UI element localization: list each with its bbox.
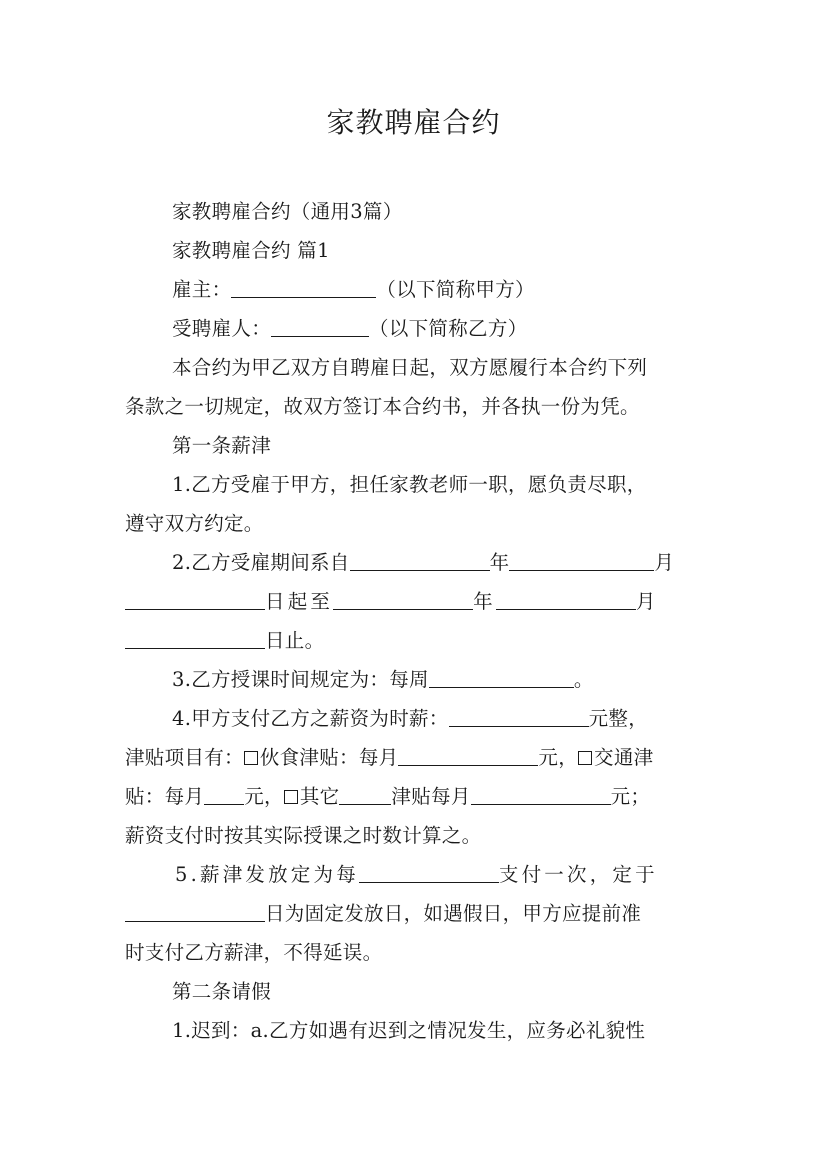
employer-line: 雇主： （以下简称甲方） <box>172 278 535 301</box>
other-allowance-name-blank[interactable] <box>339 786 391 805</box>
meal-allowance-checkbox[interactable] <box>244 751 258 765</box>
other-allowance-amount-blank[interactable] <box>471 786 611 805</box>
period-line: 2.乙方受雇期间系自 年 月 <box>172 551 675 574</box>
employer-blank[interactable] <box>231 279 376 298</box>
wage-line: 4.甲方支付乙方之薪资为时薪： 元整， <box>172 707 649 730</box>
allowance-line: 贴：每月 元， 其它 津贴每月 元； <box>125 785 651 808</box>
period-line: 日止。 <box>125 628 705 654</box>
paragraph-line: 遵守双方约定。 <box>125 512 264 535</box>
end-day-blank[interactable] <box>125 630 265 649</box>
payment-line: 日为固定发放日，如遇假日，甲方应提前准 <box>125 901 705 927</box>
subtitle-line: 家教聘雇合约（通用3篇） <box>172 200 403 223</box>
paragraph-line: 1.迟到：a.乙方如遇有迟到之情况发生，应务必礼貌性 <box>172 1019 646 1042</box>
employee-line: 受聘雇人： （以下简称乙方） <box>172 317 528 340</box>
payment-day-blank[interactable] <box>125 903 265 922</box>
meal-allowance-blank[interactable] <box>398 747 538 766</box>
article-heading: 第二条请假 <box>172 980 272 1003</box>
end-month-blank[interactable] <box>496 591 636 610</box>
hourly-wage-blank[interactable] <box>449 708 589 727</box>
payment-frequency-blank[interactable] <box>359 864 499 883</box>
transport-allowance-checkbox[interactable] <box>578 751 592 765</box>
other-allowance-checkbox[interactable] <box>284 790 298 804</box>
schedule-line: 3.乙方授课时间规定为：每周 。 <box>172 668 594 691</box>
payment-line: 5.薪津发放定为每 支付一次，定于 <box>175 863 658 886</box>
paragraph-line: 本合约为甲乙双方自聘雇日起，双方愿履行本合约下列 <box>172 356 648 379</box>
allowance-line: 津贴项目有： 伙食津贴：每月 元， 交通津 <box>125 746 654 769</box>
start-year-blank[interactable] <box>350 552 490 571</box>
end-year-blank[interactable] <box>333 591 473 610</box>
transport-allowance-blank[interactable] <box>204 786 244 805</box>
document-title: 家教聘雇合约 <box>326 106 501 139</box>
period-line: 日起至 年 月 <box>125 589 705 615</box>
article-heading: 第一条薪津 <box>172 434 272 457</box>
start-day-blank[interactable] <box>125 591 265 610</box>
start-month-blank[interactable] <box>509 552 654 571</box>
section-heading: 家教聘雇合约 篇1 <box>172 239 330 262</box>
paragraph-line: 时支付乙方薪津，不得延误。 <box>125 941 383 964</box>
paragraph-line: 条款之一切规定，故双方签订本合约书，并各执一份为凭。 <box>125 395 640 418</box>
paragraph-line: 薪资支付时按其实际授课之时数计算之。 <box>125 824 482 847</box>
weekly-schedule-blank[interactable] <box>429 669 574 688</box>
employee-blank[interactable] <box>271 318 369 337</box>
paragraph-line: 1.乙方受雇于甲方，担任家教老师一职，愿负责尽职， <box>172 473 647 496</box>
